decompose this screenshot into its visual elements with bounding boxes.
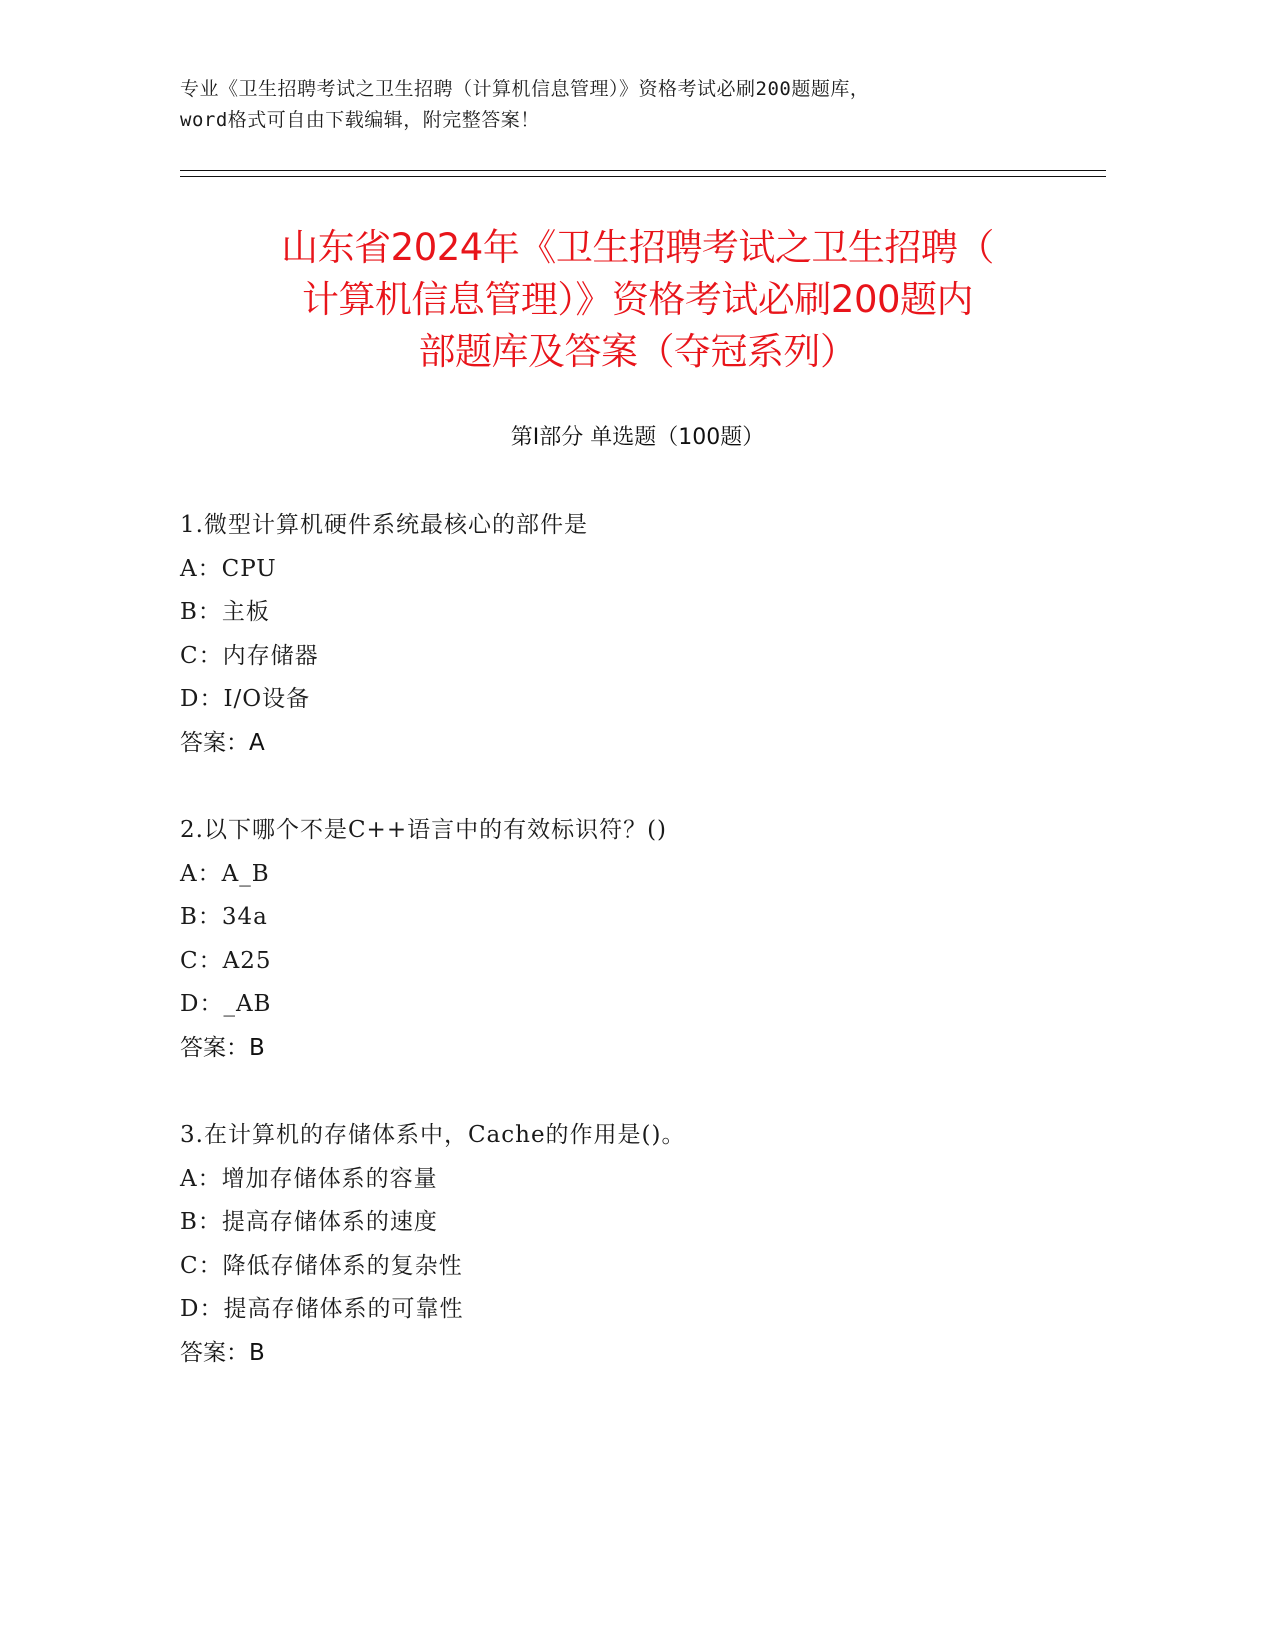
question-stem: 3.在计算机的存储体系中，Cache的作用是()。 [180,1122,686,1148]
option-a: A：A_B [180,860,270,887]
title-line: 山东省2024年《卫生招聘考试之卫生招聘（ [281,226,994,269]
option-d: D：提高存储体系的可靠性 [180,1296,464,1322]
option-a: A：增加存储体系的容量 [180,1165,438,1192]
answer-key: 答案：B [180,1034,265,1061]
answer-key: 答案：A [180,729,265,756]
question-block [180,509,1120,759]
option-a: A：CPU [180,555,277,582]
intro-line: 专业《卫生招聘考试之卫生招聘（计算机信息管理）》资格考试必刷200题题库， [180,78,870,100]
option-c: C：A25 [180,947,272,974]
header-rule-bottom [180,176,1106,177]
document-title [150,222,1125,378]
title-line: 计算机信息管理）》资格考试必刷200题内 [301,278,974,321]
title-line: 部题库及答案（夺冠系列） [418,330,857,373]
option-b: B：34a [180,904,268,930]
header-rule-top [180,170,1106,171]
option-d: D：_AB [180,991,272,1017]
question-stem: 1.微型计算机硬件系统最核心的部件是 [180,512,588,538]
option-b: B：主板 [180,599,270,625]
option-d: D：I/O设备 [180,686,311,712]
question-block [180,1119,1120,1369]
question-block [180,814,1120,1064]
answer-key: 答案：B [180,1339,265,1366]
section-heading: 第Ⅰ部分 单选题（100题） [510,425,765,450]
intro-line: word格式可自由下载编辑，附完整答案！ [180,109,540,131]
question-stem: 2.以下哪个不是C++语言中的有效标识符？() [180,817,668,843]
option-c: C：内存储器 [180,642,319,669]
intro-note [180,74,1120,136]
option-c: C：降低存储体系的复杂性 [180,1252,463,1279]
option-b: B：提高存储体系的速度 [180,1209,438,1235]
